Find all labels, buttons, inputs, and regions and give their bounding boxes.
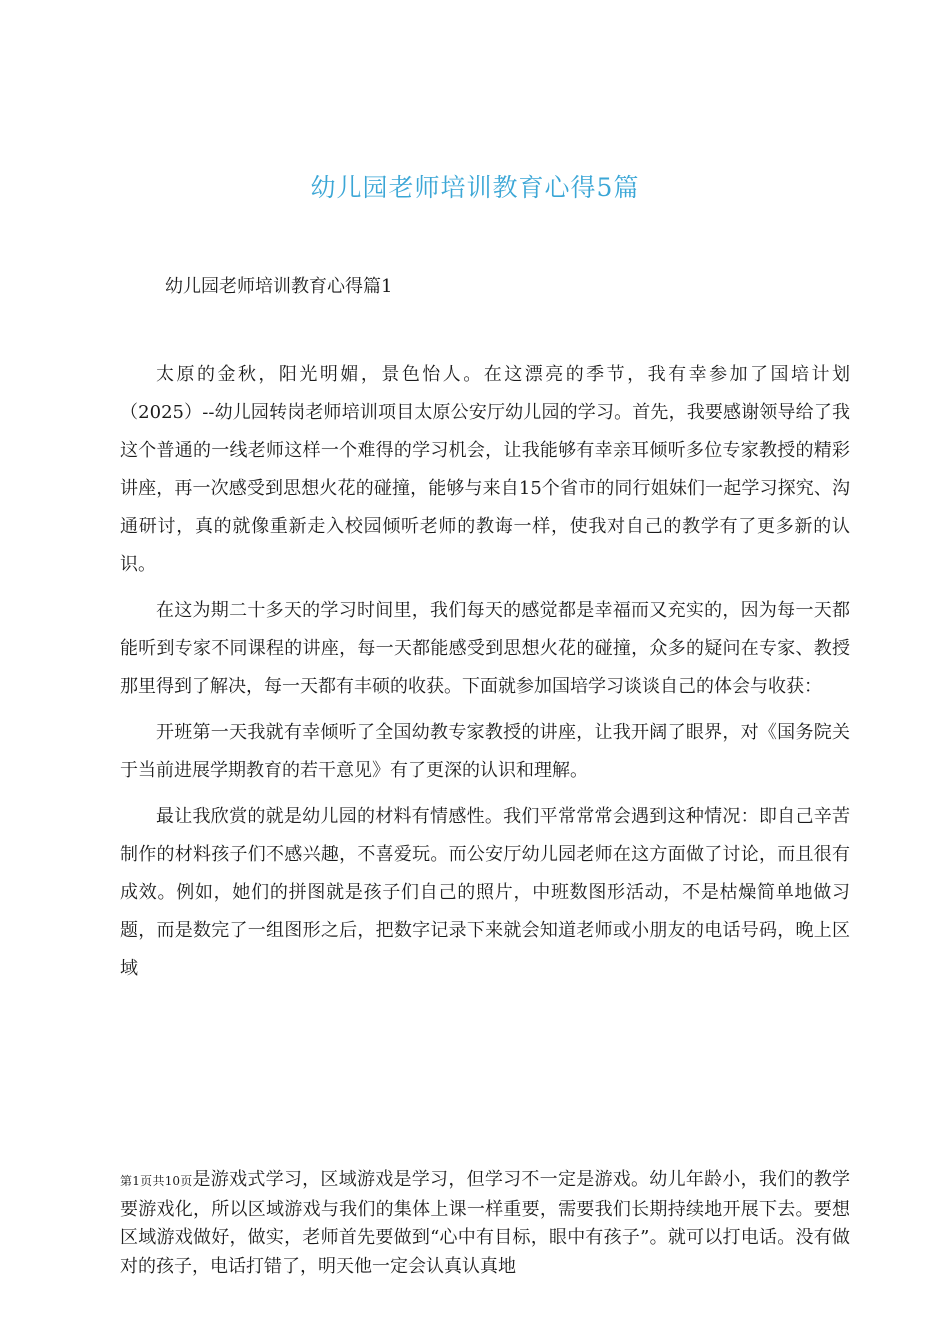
- section-heading: 幼儿园老师培训教育心得篇1: [165, 276, 393, 297]
- document-body: [120, 356, 850, 996]
- page-footer: [120, 1166, 850, 1281]
- document-title: 幼儿园老师培训教育心得5篇: [310, 173, 640, 202]
- paragraph: 太原的金秋，阳光明媚，景色怡人。在这漂亮的季节，我有幸参加了国培计划（2025）--幼儿园转岗老师培训项目太原公安厅幼儿园的学习。首先，我要感谢领导给了我这个普通的一线老师这样一个难得的学习机会，让我能够有幸亲耳倾听多位专家教授的精彩讲座，再一次感受到思想火花的碰撞，能够与来自15个省市的同行姐妹们一起学习探究、沟通研讨，真的就像重新走入校园倾听老师的教诲一样，使我对自己的教学有了更多新的认识。: [120, 364, 850, 575]
- paragraph: 在这为期二十多天的学习时间里，我们每天的感觉都是幸福而又充实的，因为每一天都能听到专家不同课程的讲座，每一天都能感受到思想火花的碰撞，众多的疑问在专家、教授那里得到了解决，每一天都有丰硕的收获。下面就参加国培学习谈谈自己的体会与收获：: [120, 600, 850, 697]
- page-number: 第1页共10页: [120, 1174, 193, 1188]
- paragraph: 最让我欣赏的就是幼儿园的材料有情感性。我们平常常常会遇到这种情况：即自己辛苦制作的材料孩子们不感兴趣，不喜爱玩。而公安厅幼儿园老师在这方面做了讨论，而且很有成效。例如，她们的拼图就是孩子们自己的照片，中班数图形活动，不是枯燥简单地做习题，而是数完了一组图形之后，把数字记录下来就会知道老师或小朋友的电话号码，晚上区域: [120, 806, 850, 979]
- paragraph: 开班第一天我就有幸倾听了全国幼教专家教授的讲座，让我开阔了眼界，对《国务院关于当前进展学期教育的若干意见》有了更深的认识和理解。: [120, 722, 850, 781]
- footer-text: 是游戏式学习，区域游戏是学习，但学习不一定是游戏。幼儿年龄小，我们的教学要游戏化，所以区域游戏与我们的集体上课一样重要，需要我们长期持续地开展下去。要想区域游戏做好，做实，老师首先要做到“心中有目标，眼中有孩子”。就可以打电话。没有做对的孩子，电话打错了，明天他一定会认真认真地: [120, 1169, 850, 1277]
